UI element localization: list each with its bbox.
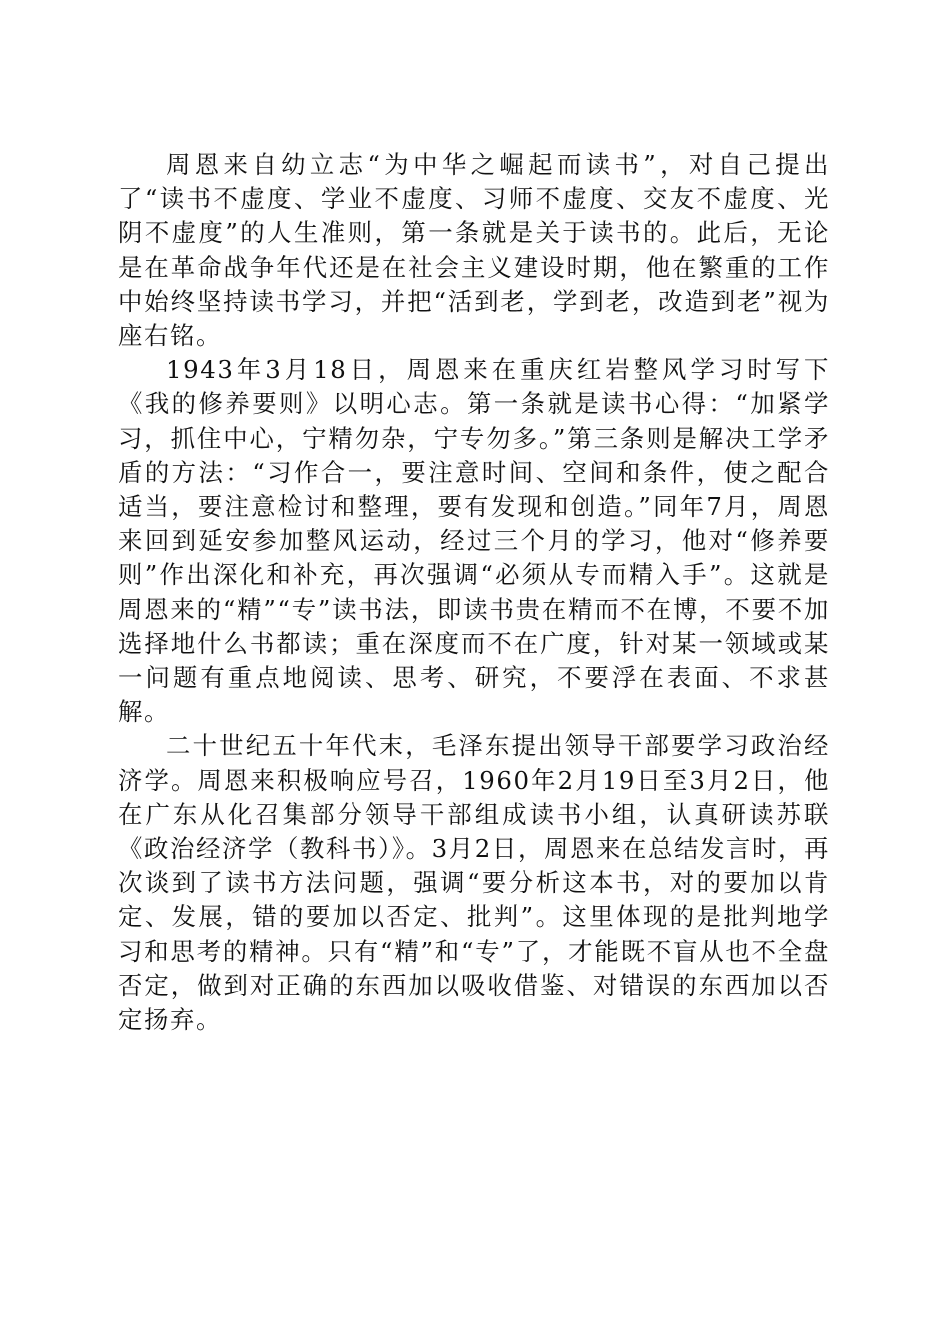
document-body [118,148,830,1037]
paragraph-3: 二十世纪五十年代末，毛泽东提出领导干部要学习政治经济学。周恩来积极响应号召，1960年2月19日至3月2日，他在广东从化召集部分领导干部组成读书小组，认真研读苏联《政治经济学（教科书）》。3月2日，周恩来在总结发言时，再次谈到了读书方法问题，强调“要分析这本书，对的要加以肯定、发展，错的要加以否定、批判”。这里体现的是批判地学习和思考的精神。只有“精”和“专”了，才能既不盲从也不全盘否定，做到对正确的东西加以吸收借鉴、对错误的东西加以否定扬弃。 [118,731,830,1035]
paragraph-2: 1943年3月18日，周恩来在重庆红岩整风学习时写下《我的修养要则》以明心志。第一条就是读书心得：“加紧学习，抓住中心，宁精勿杂，宁专勿多。”第三条则是解决工学矛盾的方法：“习作合一，要注意时间、空间和条件，使之配合适当，要注意检讨和整理，要有发现和创造。”同年7月，周恩来回到延安参加整风运动，经过三个月的学习，他对“修养要则”作出深化和补充，再次强调“必须从专而精入手”。这就是周恩来的“精”“专”读书法，即读书贵在精而不在博，不要不加选择地什么书都读；重在深度而不在广度，针对某一领域或某一问题有重点地阅读、思考、研究，不要浮在表面、不求甚解。 [118,355,830,727]
paragraph-1: 周恩来自幼立志“为中华之崛起而读书”，对自己提出了“读书不虚度、学业不虚度、习师不虚度、交友不虚度、光阴不虚度”的人生准则，第一条就是关于读书的。此后，无论是在革命战争年代还是在社会主义建设时期，他在繁重的工作中始终坚持读书学习，并把“活到老，学到老，改造到老”视为座右铭。 [118,150,830,351]
